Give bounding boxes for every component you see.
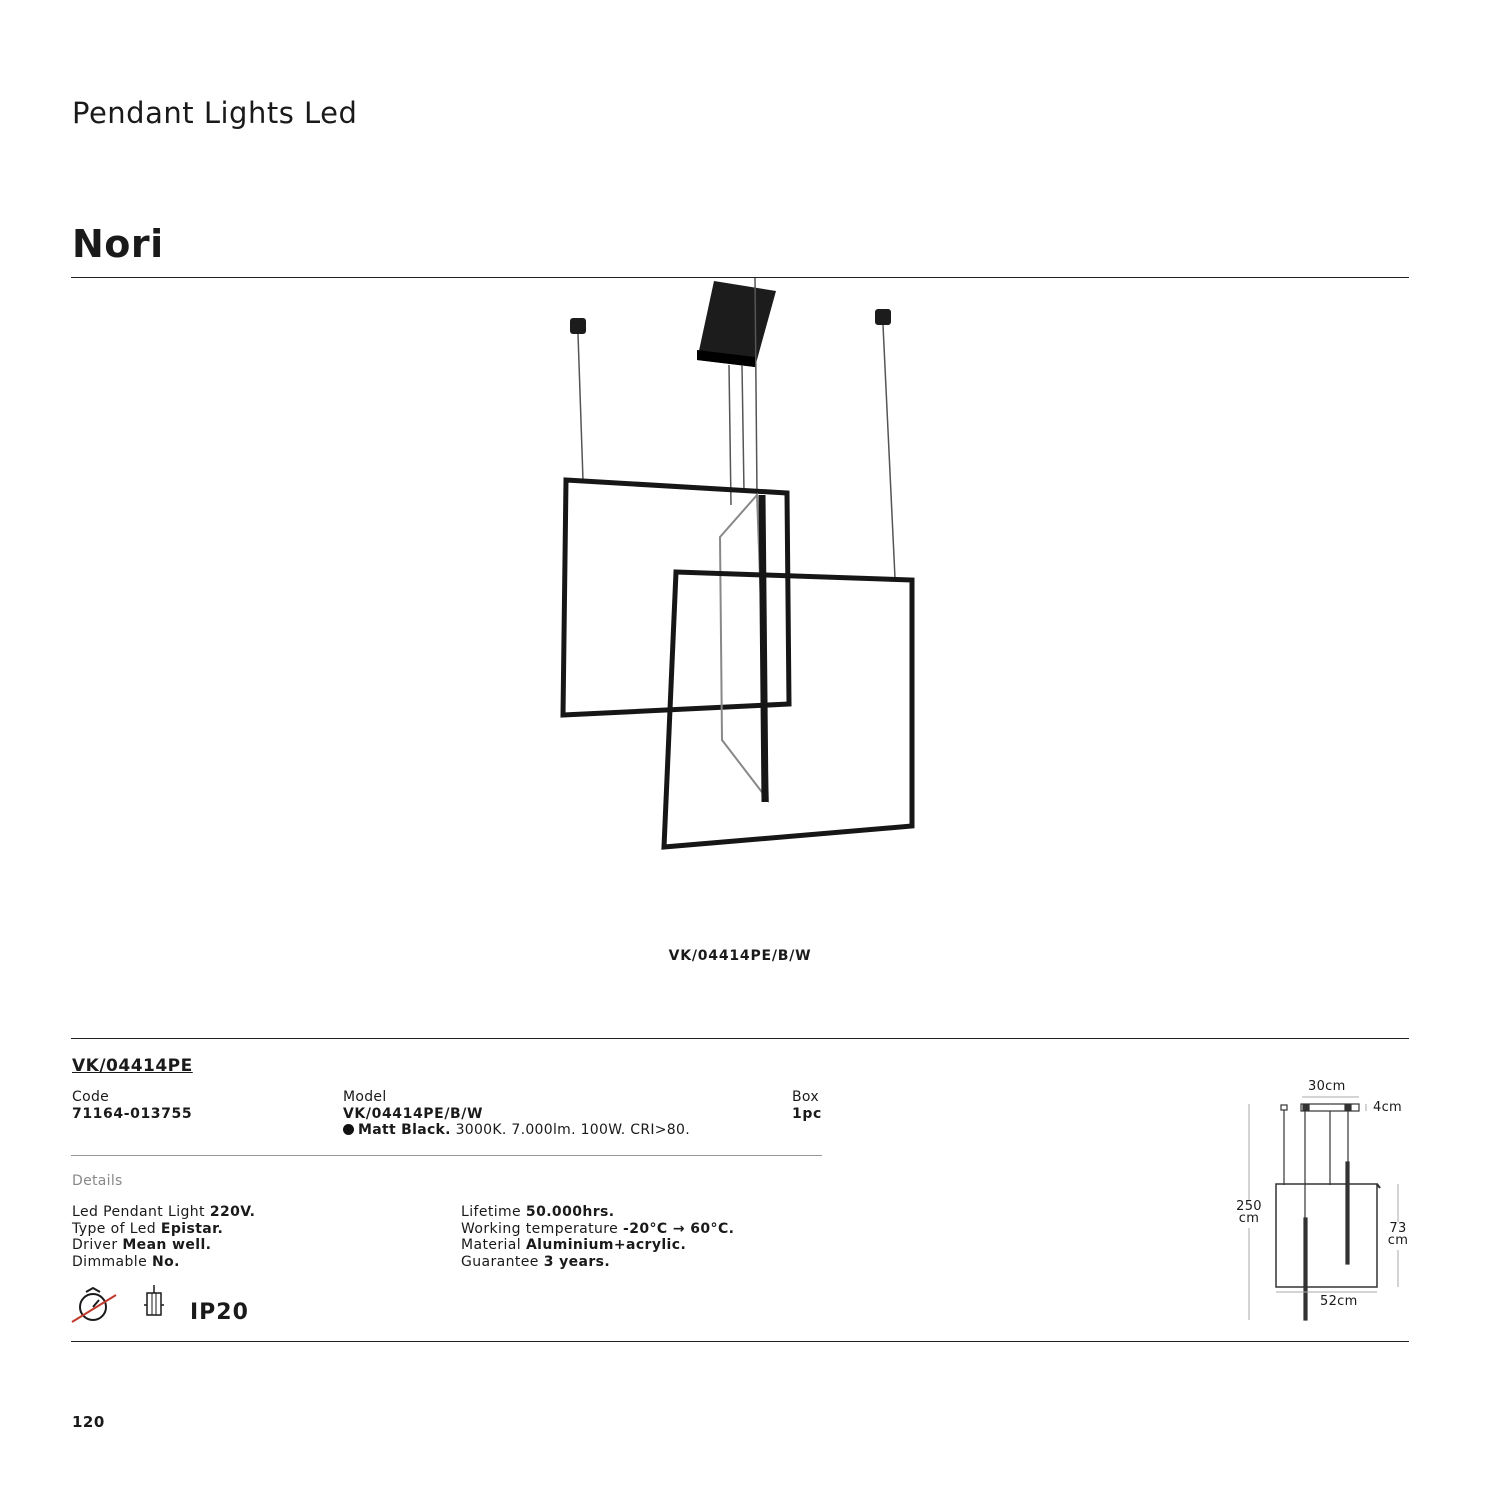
finish-line [343, 1122, 690, 1138]
driver-icon [142, 1285, 166, 1321]
model-value: VK/04414PE/B/W [343, 1106, 484, 1122]
product-name: Nori [72, 222, 164, 266]
color-swatch [343, 1124, 354, 1135]
ip-rating: IP20 [190, 1300, 249, 1325]
details-right [461, 1204, 734, 1270]
detail-row: Led Pendant Light 220V. [72, 1204, 256, 1220]
spec-divider-thin [71, 1155, 822, 1156]
dim-total-height: 250 cm [1236, 1199, 1262, 1226]
category-title: Pendant Lights Led [72, 96, 358, 130]
detail-row: Type of Led Epistar. [72, 1220, 224, 1237]
detail-row: Working temperature -20°C → 60°C. [461, 1220, 735, 1237]
dim-frame-height: 73 cm [1387, 1221, 1409, 1248]
ceiling-cap-right [875, 309, 891, 325]
spec-divider-bottom [71, 1341, 1409, 1342]
image-caption: VK/04414PE/B/W [668, 948, 812, 964]
spec-divider-top [71, 1038, 1409, 1039]
finish-name: Matt Black. [358, 1122, 451, 1138]
product-image [540, 278, 940, 868]
box-label: Box [792, 1089, 819, 1105]
model-label: Model [343, 1089, 387, 1105]
details-label: Details [72, 1173, 123, 1189]
ceiling-cap-left [570, 318, 586, 334]
not-dimmable-icon [70, 1285, 120, 1325]
detail-row: Material Aluminium+acrylic. [461, 1237, 687, 1253]
code-value: 71164-013755 [72, 1106, 193, 1122]
details-left [72, 1204, 255, 1270]
detail-row: Driver Mean well. [72, 1237, 212, 1253]
dim-top-width: 30cm [1308, 1079, 1346, 1094]
detail-row: Dimmable No. [72, 1253, 180, 1270]
page-number: 120 [72, 1413, 105, 1431]
dim-canopy-height: 4cm [1373, 1100, 1402, 1115]
finish-specs: 3000K. 7.000lm. 100W. CRI>80. [455, 1122, 690, 1138]
detail-row: Guarantee 3 years. [461, 1253, 611, 1270]
box-value: 1pc [792, 1106, 822, 1122]
model-heading: VK/04414PE [72, 1056, 193, 1076]
dim-frame-width: 52cm [1320, 1294, 1358, 1309]
detail-row: Lifetime 50.000hrs. [461, 1204, 615, 1220]
code-label: Code [72, 1089, 110, 1105]
